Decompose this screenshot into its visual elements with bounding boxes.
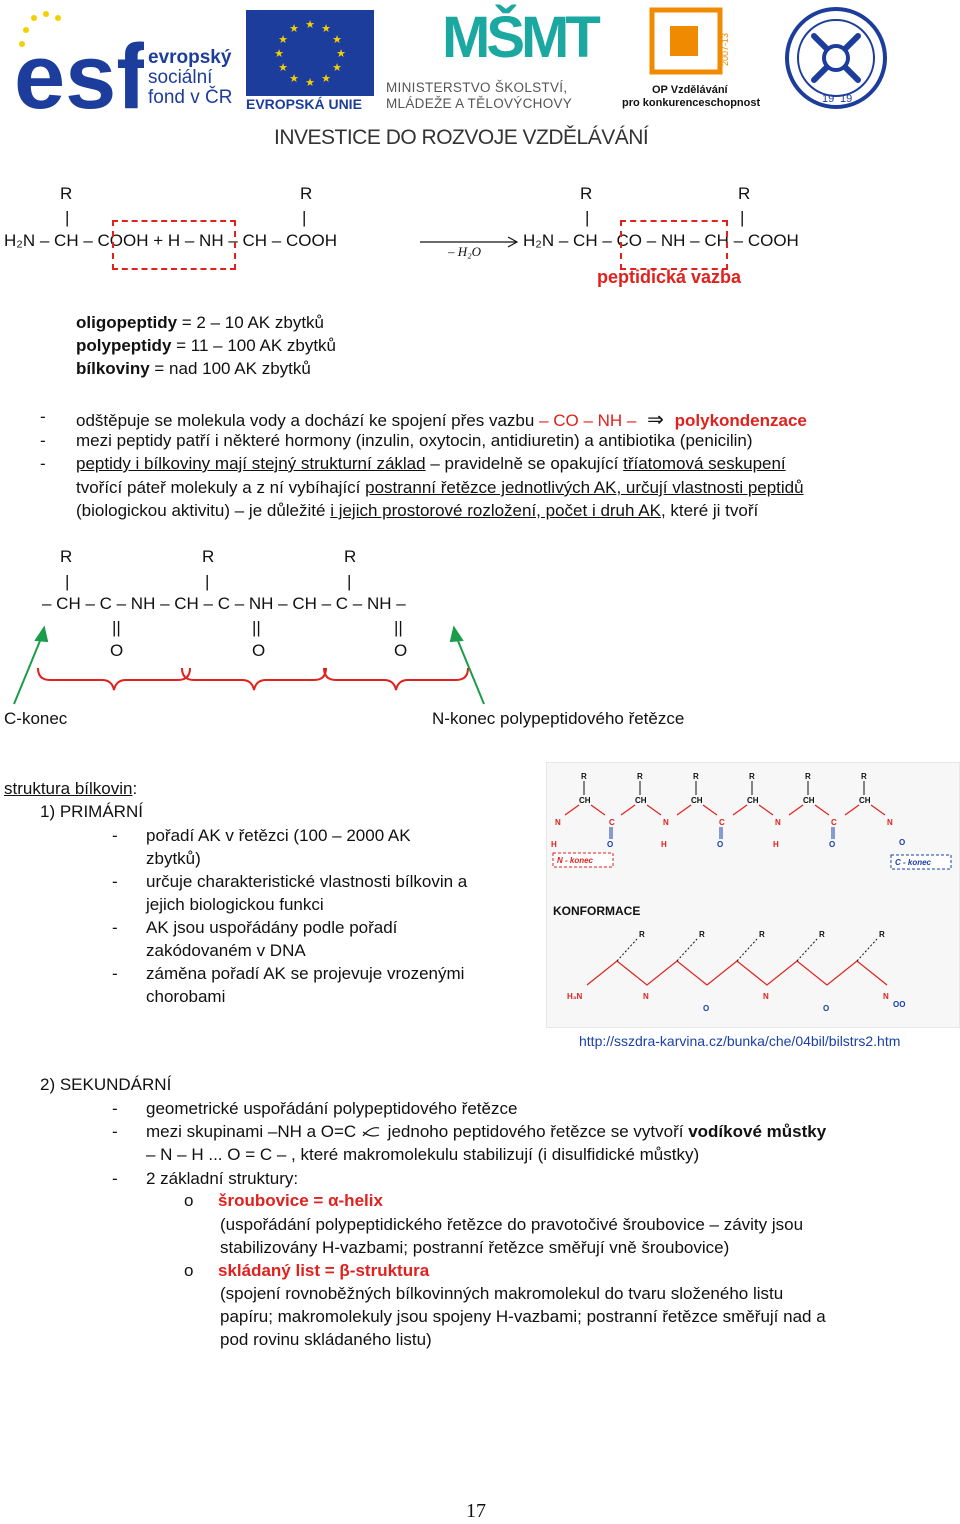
secondary-item-2-cont: – N – H ... O = C – , které makromolekulu stabilizují (i disulfidické můstky) bbox=[146, 1145, 700, 1164]
svg-text:C: C bbox=[609, 818, 615, 827]
chain-double-bond-2: || bbox=[252, 618, 261, 637]
r-label-1: R bbox=[60, 184, 73, 203]
bullet-dash: - bbox=[40, 407, 46, 426]
bond-bar-3: | bbox=[585, 208, 590, 227]
svg-text:★: ★ bbox=[278, 61, 288, 74]
eu-label: EVROPSKÁ UNIE bbox=[246, 96, 362, 112]
bullet-1 bbox=[76, 407, 807, 431]
svg-text:O: O bbox=[829, 840, 836, 849]
svg-text:OO: OO bbox=[893, 1000, 906, 1009]
svg-text:R: R bbox=[879, 930, 885, 939]
eu-logo bbox=[246, 10, 376, 110]
svg-text:N: N bbox=[643, 992, 649, 1001]
definition-bilkoviny bbox=[76, 359, 311, 379]
bullet-dash: - bbox=[40, 431, 46, 450]
primary-item-4: záměna pořadí AK se projevuje vrozenými bbox=[146, 964, 465, 983]
svg-text:N: N bbox=[883, 992, 889, 1001]
primary-item-2: určuje charakteristické vlastnosti bílkovin a bbox=[146, 872, 468, 891]
bullet-3-line-1 bbox=[76, 454, 786, 474]
unit-brace-3 bbox=[324, 668, 468, 690]
msmt-line-2: MLÁDEŽE A TĚLOVÝCHOVY bbox=[386, 96, 573, 111]
bullet-3-text-1: – pravidelně se opakující bbox=[425, 454, 624, 473]
svg-text:C: C bbox=[719, 818, 725, 827]
svg-text:CH: CH bbox=[579, 796, 591, 805]
unit-brace-1 bbox=[38, 668, 190, 690]
svg-text:H: H bbox=[661, 840, 667, 849]
op-logo bbox=[614, 6, 764, 114]
svg-text:★: ★ bbox=[278, 33, 288, 46]
svg-text:H: H bbox=[773, 840, 779, 849]
svg-text:N: N bbox=[887, 818, 893, 827]
op-years: 2007-13 bbox=[720, 32, 730, 66]
svg-text:★: ★ bbox=[332, 61, 342, 74]
secondary-title: 2) SEKUNDÁRNÍ bbox=[40, 1075, 172, 1094]
bond-bar-2: | bbox=[302, 208, 307, 227]
bullet-dash: - bbox=[112, 1169, 118, 1188]
svg-text:R: R bbox=[639, 930, 645, 939]
primary-item-3-cont: zakódovaném v DNA bbox=[146, 941, 306, 960]
structure-title-colon: : bbox=[132, 779, 138, 798]
primary-item-1: pořadí AK v řetězci (100 – 2000 AK bbox=[146, 826, 411, 845]
bullet-1-bond: – CO – NH – bbox=[539, 411, 637, 430]
svg-text:★: ★ bbox=[274, 47, 284, 60]
svg-text:CH: CH bbox=[635, 796, 647, 805]
chain-backbone: – CH – C – NH – CH – C – NH – CH – C – NH – bbox=[42, 594, 406, 613]
definition-term: bílkoviny bbox=[76, 359, 150, 378]
svg-text:R: R bbox=[637, 772, 643, 781]
alpha-helix-title: šroubovice = α-helix bbox=[218, 1191, 383, 1210]
peptide-bond-box bbox=[620, 220, 728, 270]
chain-braces-arrows bbox=[0, 620, 500, 710]
bullet-3-underline-4: i jejich prostorové rozložení, počet i druh AK bbox=[330, 501, 661, 520]
svg-text:★: ★ bbox=[336, 47, 346, 60]
svg-text:N: N bbox=[555, 818, 561, 827]
bullet-dash: - bbox=[112, 826, 118, 845]
primary-item-2-cont: jejich biologickou funkci bbox=[146, 895, 324, 914]
bullet-3-underline-1: peptidy i bílkoviny mají stejný strukturní základ bbox=[76, 454, 426, 473]
water-box-1 bbox=[112, 220, 236, 270]
primary-title: 1) PRIMÁRNÍ bbox=[40, 802, 143, 821]
secondary-item-2 bbox=[146, 1122, 826, 1142]
bullet-3-underline-2: tříatomová seskupení bbox=[623, 454, 786, 473]
chain-double-bond-3: || bbox=[394, 618, 403, 637]
bullet-3-text-4: – je důležité bbox=[230, 501, 331, 520]
sub-bullet: o bbox=[184, 1191, 194, 1210]
esf-logo bbox=[14, 8, 236, 113]
school-seal bbox=[784, 6, 888, 110]
primary-item-1-cont: zbytků) bbox=[146, 849, 201, 868]
svg-text:R: R bbox=[699, 930, 705, 939]
beta-sheet-line-2: papíru; makromolekuly jsou spojeny H-vazbami; postranní řetězce směřují nad a bbox=[220, 1307, 826, 1326]
msmt-logo bbox=[384, 4, 606, 112]
op-mark-icon bbox=[648, 6, 738, 86]
bullet-3-text-5: , které ji tvoří bbox=[660, 501, 759, 520]
c-end-label: C-konec bbox=[4, 709, 68, 728]
bullet-1-text: odštěpuje se molekula vody a dochází ke spojení přes vazbu bbox=[76, 411, 535, 430]
svg-text:R: R bbox=[749, 772, 755, 781]
eu-flag-icon bbox=[246, 10, 374, 96]
definition-value: = 11 – 100 AK zbytků bbox=[171, 336, 337, 355]
chain-r-1: R bbox=[60, 547, 73, 566]
esf-mark-icon bbox=[14, 8, 144, 113]
svg-text:CH: CH bbox=[691, 796, 703, 805]
r-label-2: R bbox=[300, 184, 313, 203]
beta-sheet-line-1: (spojení rovnoběžných bílkovinných makromolekul do tvaru složeného listu bbox=[220, 1284, 784, 1303]
alpha-helix-line-1: (uspořádání polypeptidického řetězce do pravotočivé šroubovice – závity jsou bbox=[220, 1215, 804, 1234]
bond-bar-1: | bbox=[65, 208, 70, 227]
op-line-1: OP Vzdělávání bbox=[652, 84, 728, 96]
seal-year-2: 19 bbox=[840, 93, 853, 105]
chain-r-3: R bbox=[344, 547, 357, 566]
peptide-bond-label: peptidická vazba bbox=[597, 267, 742, 287]
bullet-1-term: polykondenzace bbox=[674, 411, 807, 430]
svg-text:R: R bbox=[819, 930, 825, 939]
chain-o-2: O bbox=[252, 641, 266, 660]
chain-o-3: O bbox=[394, 641, 408, 660]
secondary-item-2-a: mezi skupinami –NH a O=C bbox=[146, 1122, 357, 1141]
r-label-3: R bbox=[580, 184, 593, 203]
r-label-4: R bbox=[738, 184, 751, 203]
bullet-dash: - bbox=[40, 454, 46, 473]
msmt-letters: MŠMT bbox=[442, 5, 597, 70]
svg-text:★: ★ bbox=[321, 22, 331, 35]
svg-text:R: R bbox=[805, 772, 811, 781]
svg-text:N: N bbox=[763, 992, 769, 1001]
svg-text:R: R bbox=[581, 772, 587, 781]
n-konec-label: N - konec bbox=[557, 856, 594, 865]
sub-bullet: o bbox=[184, 1261, 194, 1280]
secondary-item-2-term: vodíkové můstky bbox=[688, 1122, 827, 1141]
bond-bar-4: | bbox=[740, 208, 745, 227]
bullet-3-underline-3: postranní řetězce jednotlivých AK, určují vlastnosti peptidů bbox=[365, 478, 804, 497]
investice-banner: INVESTICE DO ROZVOJE VZDĚLÁVÁNÍ bbox=[274, 126, 649, 149]
svg-text:O: O bbox=[899, 838, 906, 847]
svg-text:O: O bbox=[607, 840, 614, 849]
svg-text:★: ★ bbox=[321, 72, 331, 85]
implies-arrow-icon: ⇒ bbox=[647, 407, 664, 431]
page-number: 17 bbox=[466, 1500, 486, 1522]
structure-title-text: struktura bílkovin bbox=[4, 779, 133, 798]
definition-term: polypeptidy bbox=[76, 336, 172, 355]
bullet-2: mezi peptidy patří i některé hormony (inzulin, oxytocin, antidiuretin) a antibiotika (penicilin) bbox=[76, 431, 753, 450]
msmt-line-1: MINISTERSTVO ŠKOLSTVÍ, bbox=[386, 80, 568, 95]
svg-text:O: O bbox=[823, 1004, 830, 1013]
esf-line-3: fond v ČR bbox=[148, 87, 233, 108]
svg-text:★: ★ bbox=[305, 76, 315, 89]
bullet-3-line-2 bbox=[76, 478, 804, 498]
svg-text:R: R bbox=[693, 772, 699, 781]
svg-text:★: ★ bbox=[305, 18, 315, 31]
definition-value: = 2 – 10 AK zbytků bbox=[177, 313, 325, 332]
peptide-figure bbox=[546, 762, 960, 1028]
definition-oligopeptidy bbox=[76, 313, 324, 333]
svg-text:H: H bbox=[551, 840, 557, 849]
alpha-helix-line-2: stabilizovány H-vazbami; postranní řetězce směřují vně šroubovice) bbox=[220, 1238, 730, 1257]
svg-text:CH: CH bbox=[859, 796, 871, 805]
primary-item-4-cont: chorobami bbox=[146, 987, 226, 1006]
svg-text:R: R bbox=[861, 772, 867, 781]
arrow-label: – H₂O bbox=[448, 244, 482, 259]
definition-term: oligopeptidy bbox=[76, 313, 178, 332]
chain-bar-2: | bbox=[205, 572, 210, 591]
chain-o-1: O bbox=[110, 641, 124, 660]
chain-r-2: R bbox=[202, 547, 215, 566]
svg-text:N: N bbox=[775, 818, 781, 827]
secondary-item-3: 2 základní struktury: bbox=[146, 1169, 299, 1188]
op-line-2: pro konkurenceschopnost bbox=[622, 97, 761, 109]
bullet-dash: - bbox=[112, 1122, 118, 1141]
bullet-3-line-3 bbox=[76, 501, 758, 521]
svg-text:★: ★ bbox=[289, 22, 299, 35]
product: H₂N – CH – CO – NH – CH – COOH bbox=[523, 231, 799, 250]
unit-brace-2 bbox=[182, 668, 326, 690]
esf-line-1: evropský bbox=[148, 47, 232, 68]
structure-title bbox=[4, 779, 137, 799]
svg-text:C: C bbox=[831, 818, 837, 827]
secondary-item-1: geometrické uspořádání polypeptidového řetězce bbox=[146, 1099, 518, 1118]
konformace-label: KONFORMACE bbox=[553, 904, 641, 918]
reactants: H₂N – CH – COOH + H – NH – CH – COOH bbox=[4, 231, 337, 250]
bullet-dash: - bbox=[112, 1099, 118, 1118]
svg-text:O: O bbox=[703, 1004, 710, 1013]
bullet-dash: - bbox=[112, 918, 118, 937]
primary-item-3: AK jsou uspořádány podle pořadí bbox=[146, 918, 398, 937]
svg-text:R: R bbox=[759, 930, 765, 939]
seal-year-1: 19 bbox=[822, 93, 835, 105]
beta-sheet-line-3: pod rovinu skládaného listu) bbox=[220, 1330, 432, 1349]
beta-sheet-title: skládaný list = β-struktura bbox=[218, 1261, 430, 1280]
svg-text:CH: CH bbox=[747, 796, 759, 805]
chain-bar-1: | bbox=[65, 572, 70, 591]
svg-text:★: ★ bbox=[289, 72, 299, 85]
chain-double-bond-1: || bbox=[112, 618, 121, 637]
svg-text:H₃N: H₃N bbox=[567, 992, 583, 1001]
bullet-3-text-3: (biologickou aktivitu) bbox=[76, 501, 231, 520]
svg-text:O: O bbox=[717, 840, 724, 849]
bullet-dash: - bbox=[112, 872, 118, 891]
definition-polypeptidy bbox=[76, 336, 336, 356]
bullet-3-text-2: tvořící páteř molekuly a z ní vybíhající bbox=[76, 478, 366, 497]
peptide-chain-diagram bbox=[547, 763, 959, 1027]
seal-icon bbox=[784, 6, 888, 110]
esf-line-2: sociální bbox=[148, 67, 213, 88]
svg-text:CH: CH bbox=[803, 796, 815, 805]
definition-value: = nad 100 AK zbytků bbox=[149, 359, 311, 378]
bullet-dash: - bbox=[112, 964, 118, 983]
c-konec-label: C - konec bbox=[895, 858, 932, 867]
figure-source-url[interactable]: http://sszdra-karvina.cz/bunka/che/04bil/bilstrs2.htm bbox=[579, 1033, 901, 1049]
svg-text:★: ★ bbox=[332, 33, 342, 46]
bond-curve-icon bbox=[361, 1123, 383, 1139]
secondary-item-2-b: jednoho peptidového řetězce se vytvoří bbox=[382, 1122, 689, 1141]
n-end-label: N-konec polypeptidového řetězce bbox=[432, 709, 685, 728]
svg-text:N: N bbox=[663, 818, 669, 827]
chain-bar-3: | bbox=[347, 572, 352, 591]
svg-text:esf: esf bbox=[14, 26, 144, 113]
